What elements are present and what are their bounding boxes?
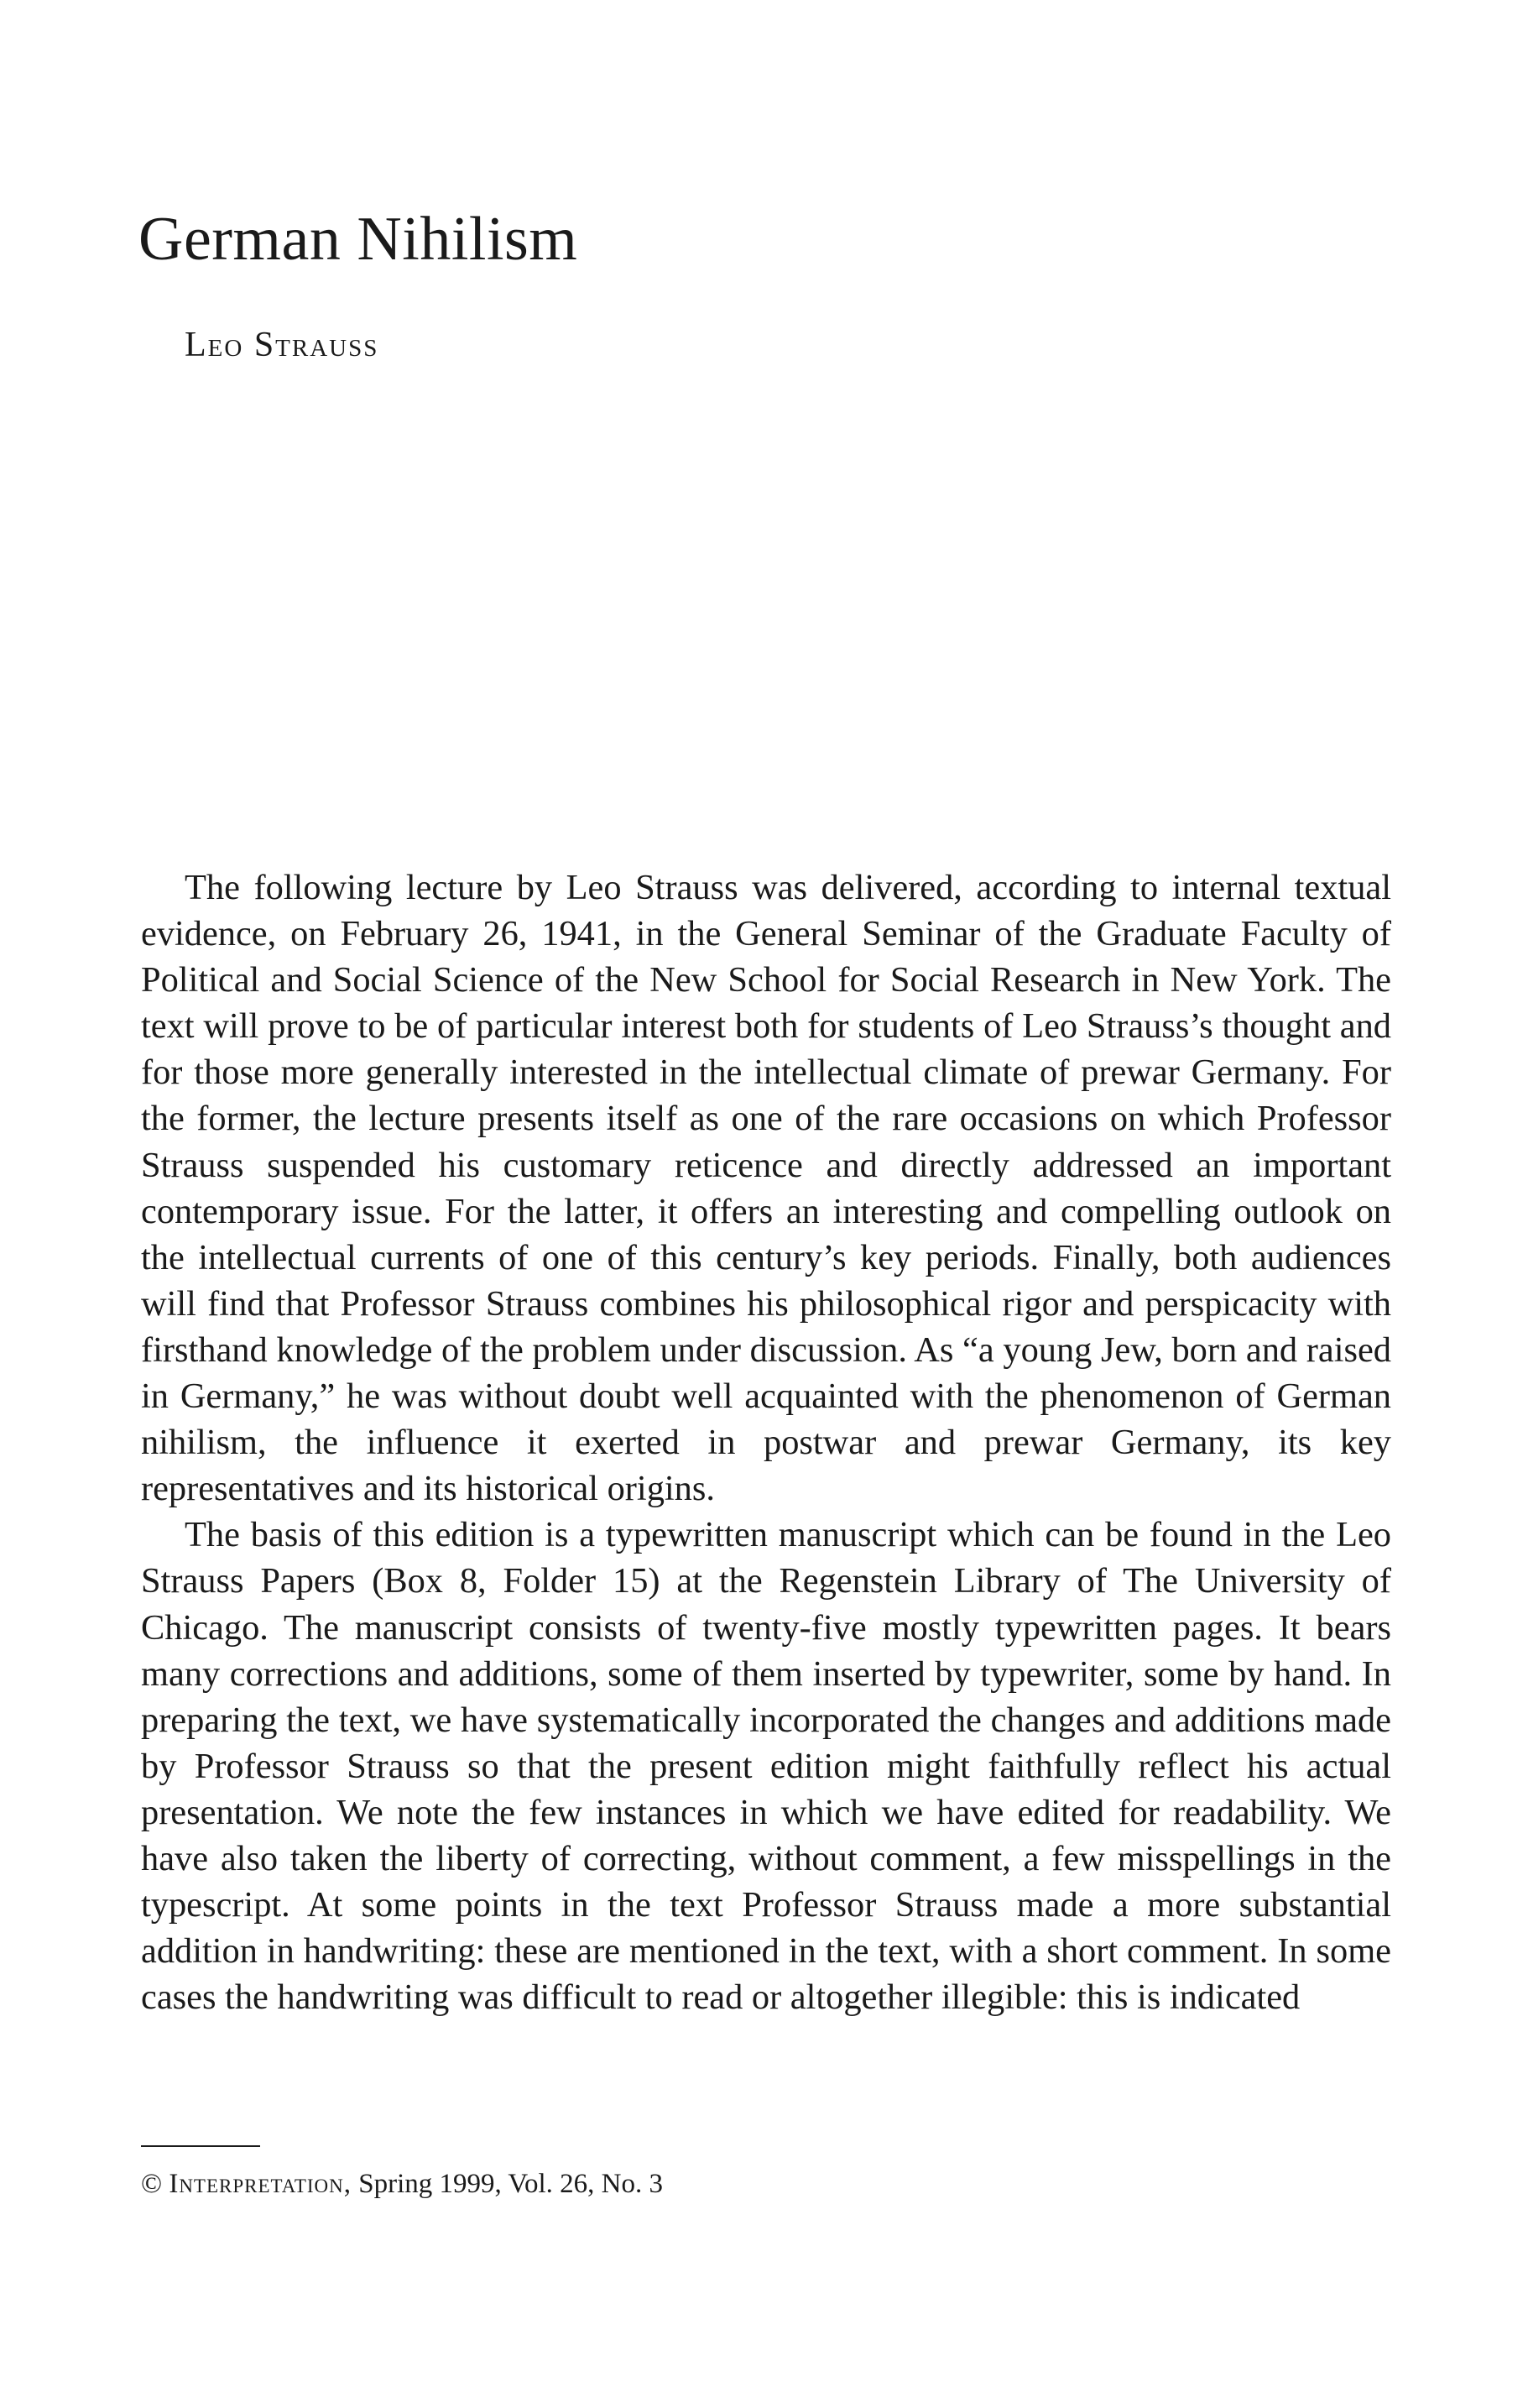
article-title: German Nihilism — [138, 205, 578, 274]
paragraph: The basis of this edition is a typewritten manuscript which can be found in the Leo Strauss Papers (Box 8, Folder 15) at the Regenstein Library of The University of Chicago. The manuscript consists of twenty-five mostly typewritten pages. It bears many corrections and additions, some of them inserted by typewriter, some by hand. In preparing the text, we have systematically incorporated the changes and additions made by Professor Strauss so that the present edition might faithfully reflect his actual presentation. We note the few instances in which we have edited for readability. We have also taken the liberty of correcting, without comment, a few misspellings in the typescript. At some points in the text Professor Strauss made a more substantial addition in handwriting: these are mentioned in the text, with a short comment. In some cases the handwriting was difficult to read or altogether illegible: this is indicated — [141, 1515, 1391, 2018]
body-text — [141, 864, 1391, 2020]
journal-name: Interpretation, — [169, 2169, 352, 2199]
journal-citation: Spring 1999, Vol. 26, No. 3 — [358, 2169, 663, 2199]
footnote — [141, 2170, 663, 2198]
paragraph: The following lecture by Leo Strauss was delivered, according to internal textual evidence, on February 26, 1941, in the General Seminar of the Graduate Faculty of Political and Social Science of the New School for Social Research in New York. The text will prove to be of particular interest both for students of Leo Strauss’s thought and for those more generally interested in the intellectual climate of prewar Germany. For the former, the lecture presents itself as one of the rare occasions on which Professor Strauss suspended his customary reticence and directly addressed an important contemporary issue. For the latter, it offers an interesting and compelling outlook on the intellectual currents of one of this century’s key periods. Finally, both audiences will find that Professor Strauss combines his philosophical rigor and perspicacity with firsthand knowledge of the problem under discussion. As “a young Jew, born and raised in Germany,” he was without doubt well acquainted with the phenomenon of German nihilism, the influence it exerted in postwar and prewar Germany, its key representatives and its historical origins. — [141, 868, 1391, 1509]
copyright-symbol: © — [141, 2169, 163, 2199]
article-author: Leo Strauss — [185, 326, 379, 364]
footnote-rule — [141, 2145, 260, 2147]
